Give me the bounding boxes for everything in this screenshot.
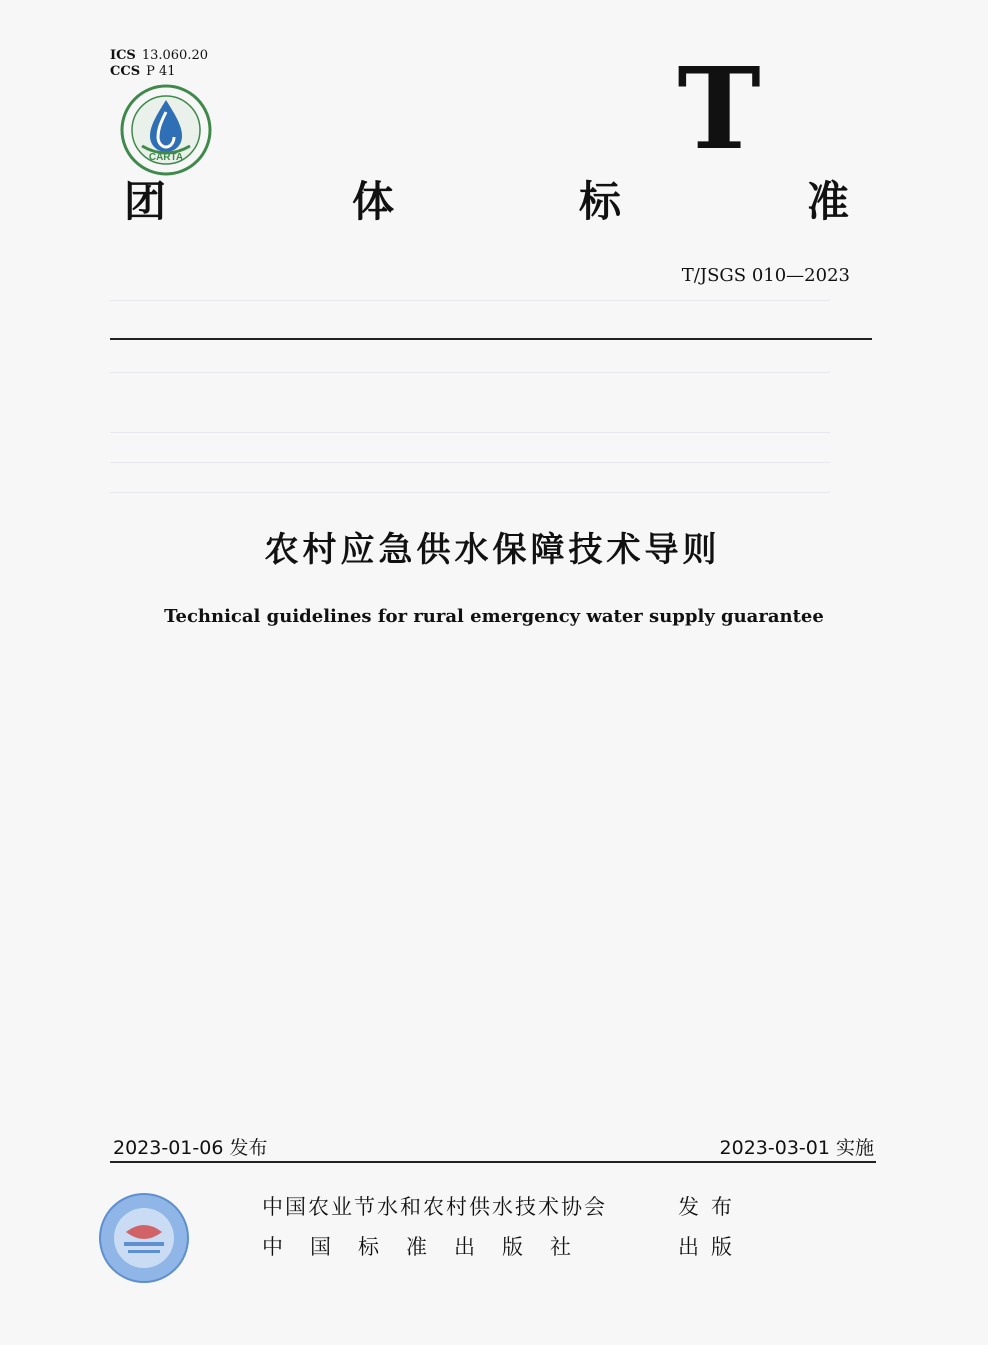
ccs-label: CCS bbox=[110, 64, 141, 79]
series-char: 团 bbox=[124, 177, 167, 226]
bottom-rule bbox=[110, 1161, 876, 1163]
top-rule bbox=[110, 338, 872, 340]
implement-date: 2023-03-01 实施 bbox=[719, 1137, 874, 1159]
series-char: 体 bbox=[352, 177, 395, 226]
standard-code: T/JSGS 010—2023 bbox=[681, 265, 850, 286]
title-chinese: 农村应急供水保障技术导则 bbox=[264, 530, 721, 570]
publisher-action: 发布 bbox=[678, 1195, 744, 1219]
ics-code: 13.060.20 bbox=[141, 48, 208, 63]
ccs-line bbox=[110, 64, 176, 80]
anti-counterfeit-seal bbox=[98, 1192, 190, 1284]
publisher-action: 出版 bbox=[678, 1235, 744, 1259]
scan-artifact bbox=[110, 432, 830, 433]
scan-artifact bbox=[110, 462, 830, 463]
ccs-code: P 41 bbox=[146, 64, 176, 79]
scan-artifact bbox=[110, 492, 830, 493]
series-char: 准 bbox=[807, 177, 850, 226]
ics-line bbox=[110, 48, 208, 64]
carta-logo bbox=[120, 84, 212, 176]
title-english: Technical guidelines for rural emergency water supply guarantee bbox=[164, 606, 824, 627]
standard-type-letter bbox=[677, 44, 761, 175]
series-char: 标 bbox=[579, 177, 622, 226]
big-t-glyph: T bbox=[677, 44, 761, 175]
logo-text: CARTA bbox=[148, 152, 184, 163]
standard-series-heading bbox=[124, 176, 864, 232]
scan-artifact bbox=[110, 300, 830, 301]
scan-artifact bbox=[110, 372, 830, 373]
publisher-name: 中国标准出版社 bbox=[262, 1235, 598, 1259]
issue-date: 2023-01-06 发布 bbox=[113, 1137, 268, 1159]
publisher-name: 中国农业节水和农村供水技术协会 bbox=[262, 1195, 607, 1219]
ics-label: ICS bbox=[110, 48, 136, 63]
